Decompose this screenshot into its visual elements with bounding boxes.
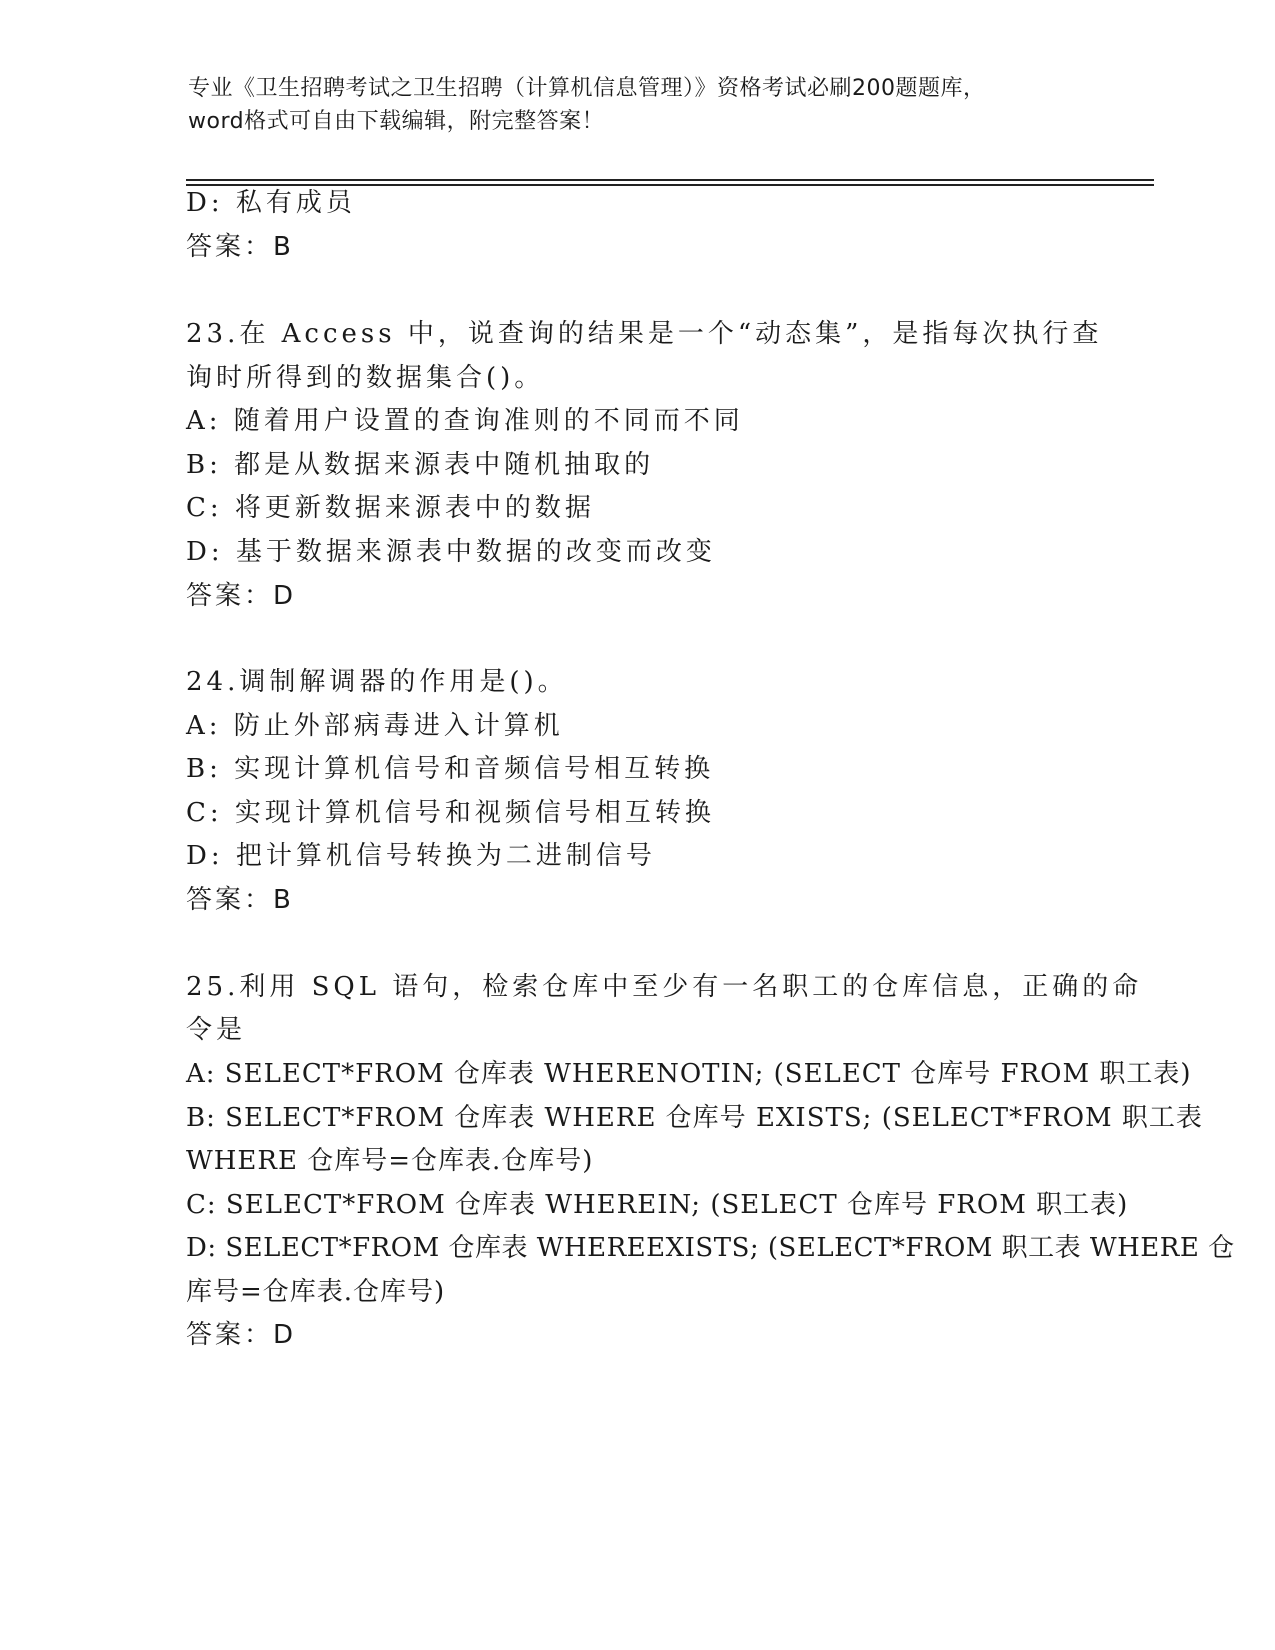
q23-option-b: B: 都是从数据来源表中随机抽取的 — [186, 450, 655, 480]
q24-option-c: C: 实现计算机信号和视频信号相互转换 — [186, 798, 715, 828]
q25-option-d-line2: 库号=仓库表.仓库号) — [186, 1277, 446, 1307]
q25-answer: 答案：D — [186, 1320, 297, 1350]
q24-option-b: B: 实现计算机信号和音频信号相互转换 — [186, 754, 715, 784]
q23-option-c: C: 将更新数据来源表中的数据 — [186, 493, 595, 523]
q23-stem-line1: 23.在 Access 中，说查询的结果是一个“动态集”，是指每次执行查 — [186, 319, 1103, 349]
q25-option-c: C: SELECT*FROM 仓库表 WHEREIN; (SELECT 仓库号 FROM 职工表) — [186, 1190, 1129, 1220]
q24-stem-line1: 24.调制解调器的作用是()。 — [186, 667, 568, 697]
q23-stem-line2: 询时所得到的数据集合()。 — [186, 363, 545, 393]
header-divider-top — [186, 179, 1154, 181]
q24-option-a: A: 防止外部病毒进入计算机 — [186, 711, 564, 741]
q25-stem-line1: 25.利用 SQL 语句，检索仓库中至少有一名职工的仓库信息，正确的命 — [186, 972, 1143, 1002]
q23-option-a: A: 随着用户设置的查询准则的不同而不同 — [186, 406, 744, 436]
prev-option-d: D: 私有成员 — [186, 188, 356, 218]
q23-answer: 答案：D — [186, 581, 297, 611]
q25-option-b-line2: WHERE 仓库号=仓库表.仓库号) — [186, 1146, 594, 1176]
q24-answer: 答案：B — [186, 885, 294, 915]
q25-option-d-line1: D: SELECT*FROM 仓库表 WHEREEXISTS; (SELECT*FROM 职工表 WHERE 仓 — [186, 1233, 1235, 1263]
prev-answer: 答案：B — [186, 232, 294, 262]
q24-option-d: D: 把计算机信号转换为二进制信号 — [186, 841, 656, 871]
header-title-line2: word格式可自由下载编辑，附完整答案！ — [188, 109, 605, 134]
q25-option-a: A: SELECT*FROM 仓库表 WHERENOTIN; (SELECT 仓库号 FROM 职工表) — [186, 1059, 1192, 1089]
header-title-line1: 专业《卫生招聘考试之卫生招聘（计算机信息管理）》资格考试必刷200题题库， — [188, 76, 986, 101]
q25-stem-line2: 令是 — [186, 1015, 247, 1045]
document-header — [188, 72, 1088, 138]
q23-option-d: D: 基于数据来源表中数据的改变而改变 — [186, 537, 716, 567]
q25-option-b-line1: B: SELECT*FROM 仓库表 WHERE 仓库号 EXISTS; (SELECT*FROM 职工表 — [186, 1103, 1203, 1133]
